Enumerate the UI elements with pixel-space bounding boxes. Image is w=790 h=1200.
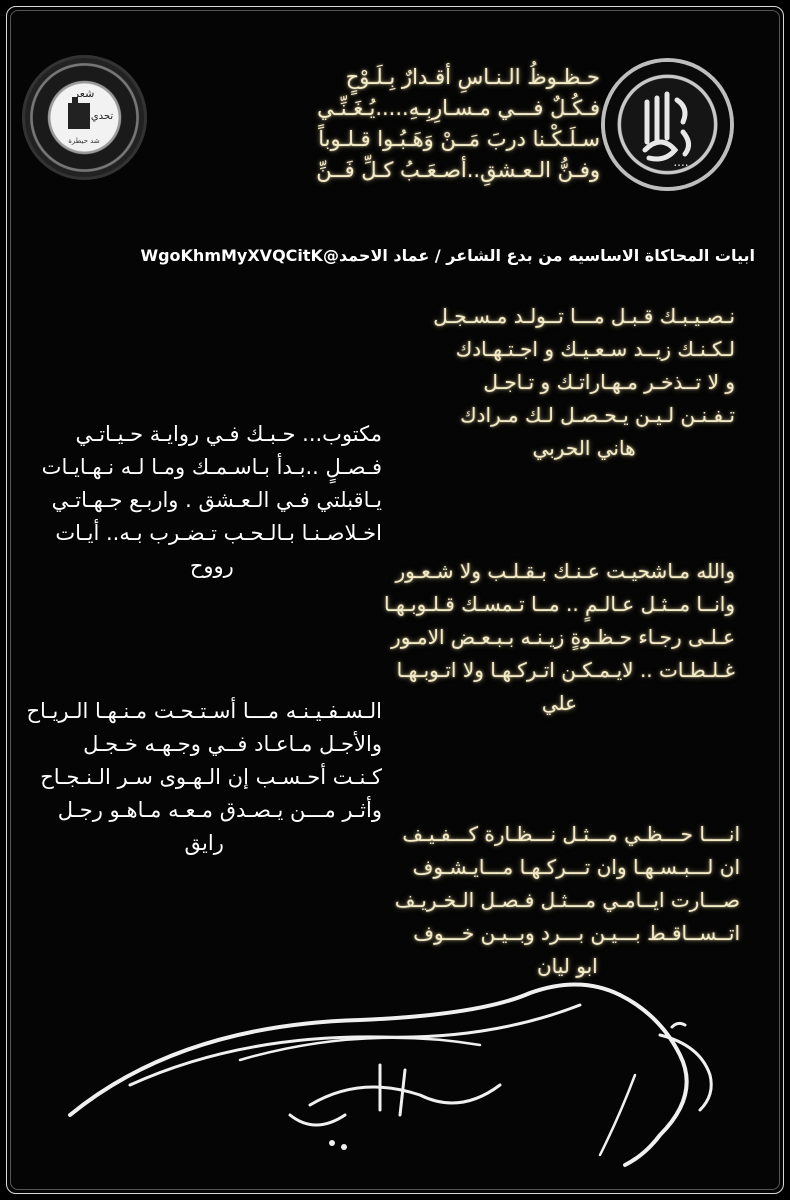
header-poem (316, 62, 600, 186)
poem-line: وأثـر مـــن يـصـدق مـعـه مـاهـو رجـل (57, 798, 382, 822)
right-logo-text: .... (673, 155, 689, 169)
header-poem-line: وفـنُّ الـعـشقِ..أصـعَـبُ كـلِّ فَــنِّ (316, 158, 600, 182)
header-poem-line: فـكُـلٌ فـــي مـسـارِبِـهِ.....يُـغَـنِّـي (317, 96, 600, 120)
poem-line: غـلـطـات .. لايـمـكـن اتـركـهـا ولا اتـوبـهـا (396, 658, 735, 682)
poem-line: انــــا حـــظـي مـــثـل نـــظـارة كـــفـيـف (402, 822, 740, 846)
left-logo-text-1: شعر (73, 87, 95, 100)
left-logo-emblem-icon (22, 55, 147, 180)
poem-left-2 (26, 695, 382, 860)
header-poem-line: سـلَـكْـنا دربَ مَــنْ وَهَـبُـوا قـلـوباً (318, 127, 600, 151)
left-logo (22, 55, 147, 180)
poet-name: علي (541, 691, 578, 715)
poet-name: رووح (189, 554, 234, 578)
poem-line: يـاقبلتي فـي الـعـشق . واربـع جـهـاتـي (51, 488, 382, 512)
poem-line: عـلـى رجـاء حـظـوةٍ زيـنـه بـبـعـض الامـور (391, 625, 735, 649)
poet-name: ابو ليان (536, 954, 598, 978)
poem-line: مكتوب... حـبـك فـي روايـة حـيـاتـي (75, 422, 382, 446)
poem-line: تـفـنـن لـيـن يـحـصـل لـك مـرادك (460, 403, 735, 427)
poem-line: و لا تــذخـر مـهـاراتـك و تـاجـل (483, 370, 735, 394)
poem-line: والأجـل مـاعـاد فــي وجـهـه خـجـل (83, 732, 382, 756)
poem-line: الـسـفـيـنـه مـــا أسـتـحـت مـنـهـا الـريـاح (26, 699, 382, 723)
poem-line: والله مـاشحيـت عـنـك بـقـلـب ولا شـعـور (395, 559, 735, 583)
header-attribution: ابيات المحاكاة الاساسيه من بدع الشاعر / عماد الاحمد@WgoKhmMyXVQCitK (140, 246, 755, 265)
poem-line: ان لـــبـسـهـا وان تـــركـهـا مـــايـشـوف (412, 855, 740, 879)
horse-calligraphy-icon (60, 965, 740, 1180)
poem-line: فـصـلٍ ..بـدأ بـاسـمـك ومـا لـه نـهـايـات (41, 455, 382, 479)
poem-line: كـنـت أحـسـب إن الـهـوى سـر الـنـجـاح (40, 765, 382, 789)
poem-right-2 (384, 555, 735, 720)
header-poem-line: حـظـوظُ الـنـاسِ أقـدارٌ بِـلَـوْحٍ (345, 65, 600, 89)
poem-right-1 (433, 300, 735, 465)
poem-line: وانــا مــثـل عـالـمٍ .. مــا تـمسـك قـلـوبـهـا (384, 592, 735, 616)
poem-line: نـصـيـبـك قـبـل مـــا تــولـد مـسـجـل (433, 304, 735, 328)
poem-right-3 (395, 818, 740, 983)
poem-line: صـــارت ايــامـي مـــثـل فـصـل الـخـريـف (394, 888, 740, 912)
left-logo-text-3: شد حيطرة (68, 137, 100, 145)
poem-line: لـكـنـك زيــد سـعـيـك و اجـتـهـادك (455, 337, 735, 361)
right-logo (605, 62, 730, 187)
poet-name: هاني الحربي (532, 436, 636, 460)
right-logo-emblem-icon (605, 62, 730, 187)
left-logo-text-2: تحدي (90, 111, 114, 122)
poem-line: اخـلاصـنـا بـالـحـب تـضـرب بـه.. أيـات (55, 521, 382, 545)
poem-line: اتــســاقـط بـــيـن بـــرد وبــيـن خـــوف (413, 921, 740, 945)
poem-left-1 (42, 418, 382, 583)
poet-name: رايق (184, 831, 224, 855)
